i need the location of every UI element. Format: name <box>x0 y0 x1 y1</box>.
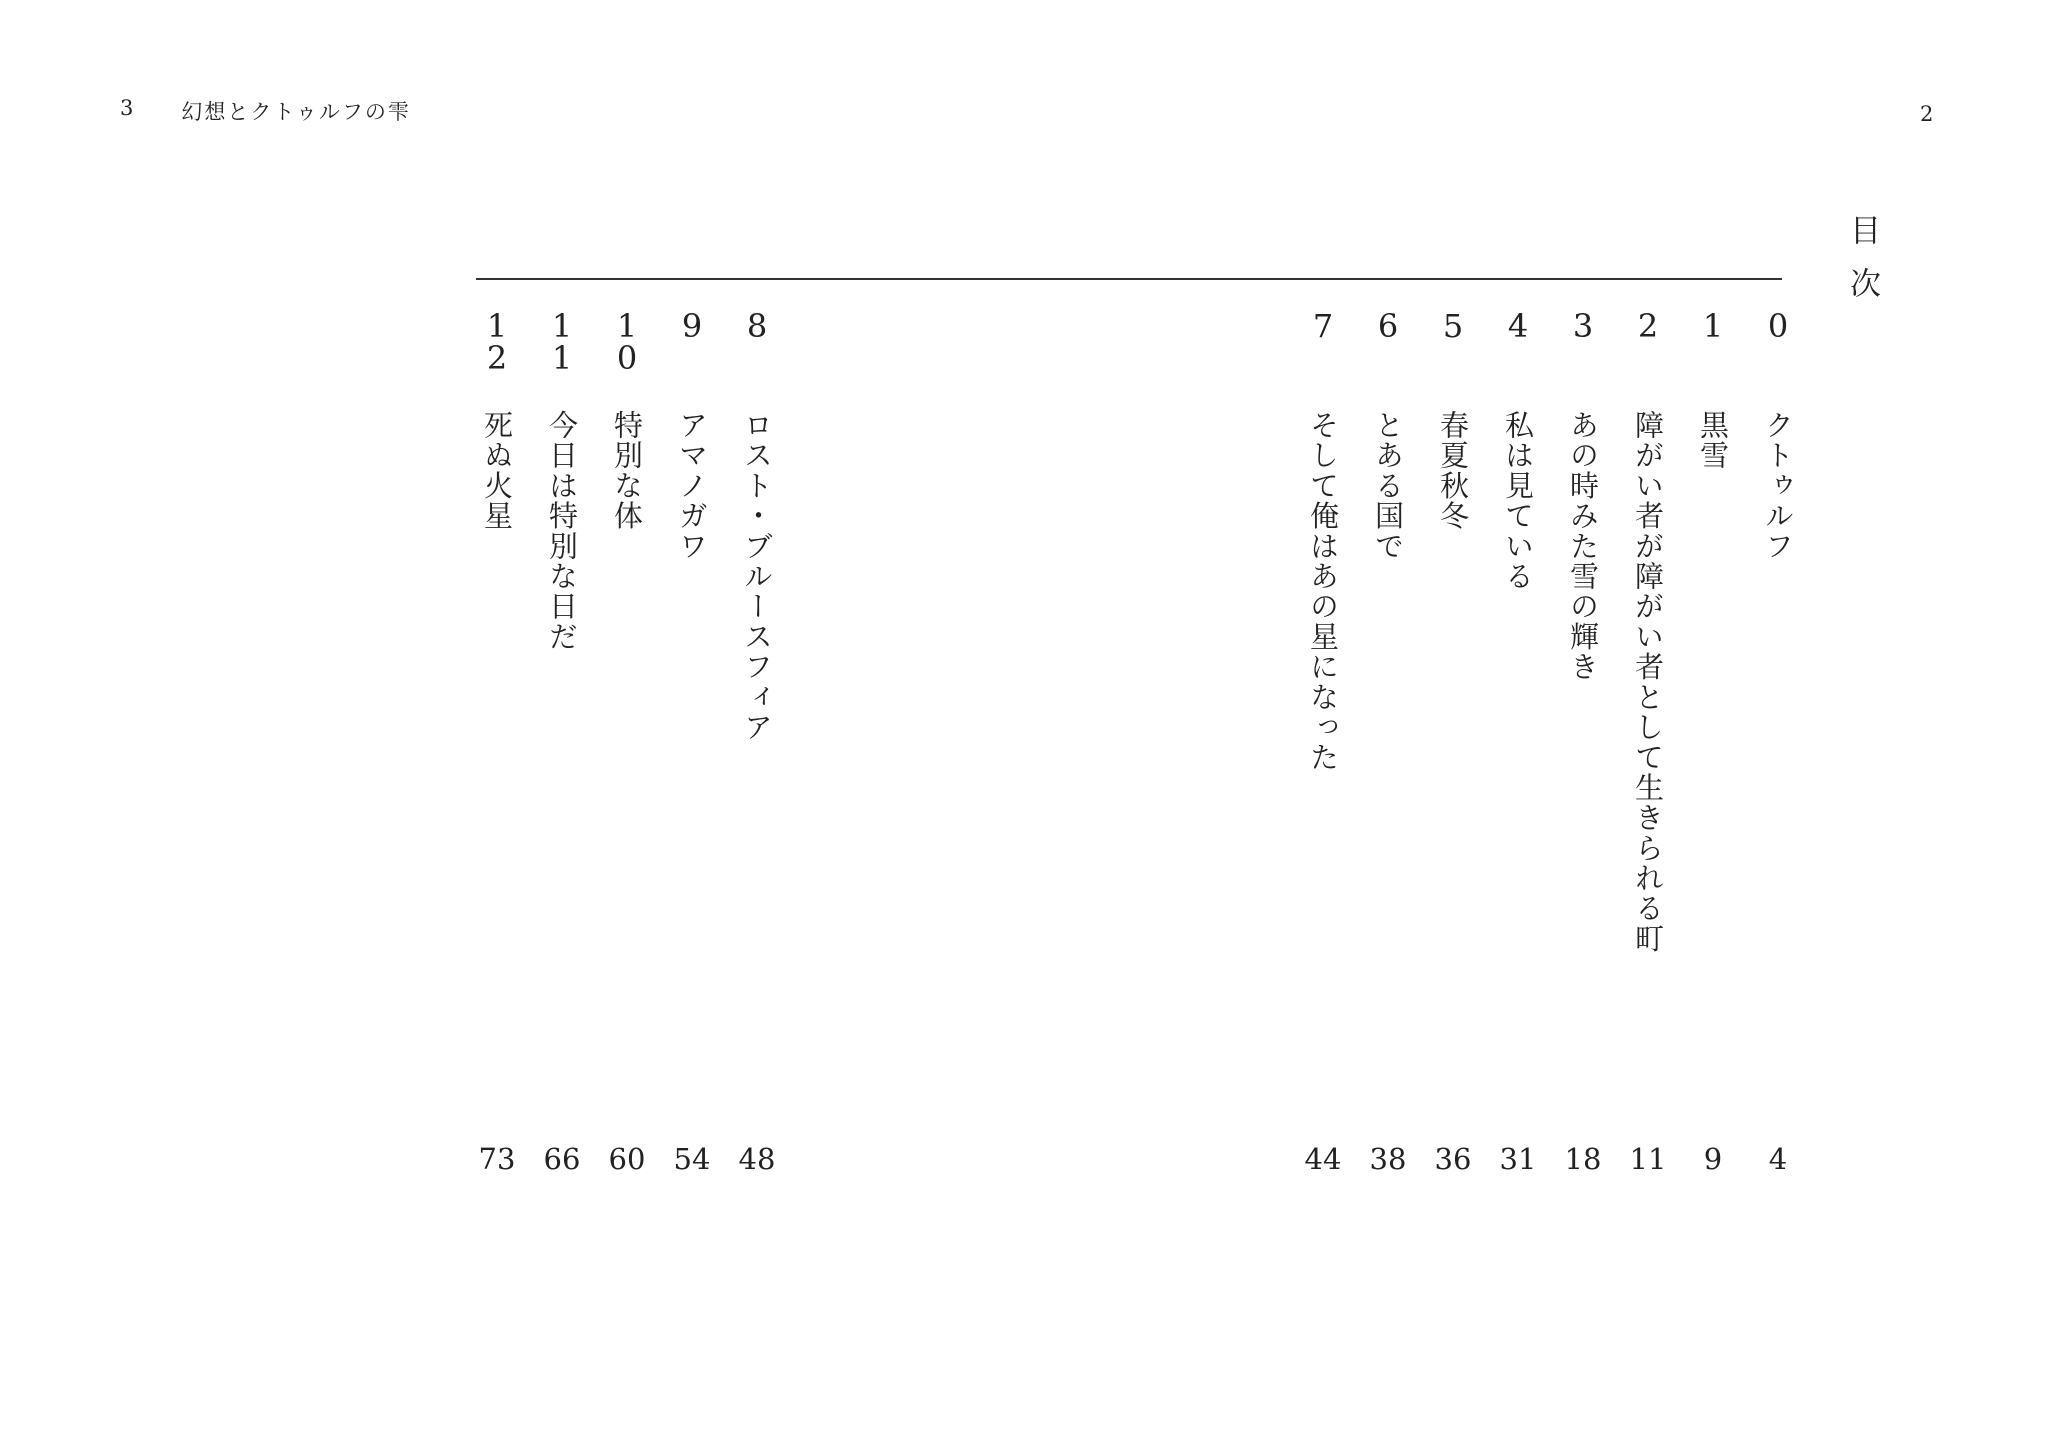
toc-entry-page: 9 <box>1703 1142 1723 1176</box>
toc-entry-page: 18 <box>1564 1142 1602 1176</box>
toc-entry-number-digit: 1 <box>551 339 573 377</box>
toc-entry-number <box>1429 307 1477 345</box>
toc-entry-number <box>1299 307 1347 345</box>
toc-entry-title: とある国で <box>1371 410 1405 561</box>
toc-entry-page: 66 <box>543 1142 581 1176</box>
toc-entry-number <box>1689 307 1737 345</box>
toc-entry-title: アマノガワ <box>675 410 709 561</box>
toc-entry-number-digit: 0 <box>616 339 638 377</box>
toc-entry[interactable] <box>1624 300 1672 1200</box>
toc-entry-number-digit: 1 <box>1702 307 1724 345</box>
toc-entry[interactable] <box>473 300 521 1200</box>
toc-entry[interactable] <box>1754 300 1802 1200</box>
toc-entry-title: 特別な体 <box>610 410 644 531</box>
toc-entry-page: 31 <box>1499 1142 1537 1176</box>
toc-entry-number-digit: 0 <box>1767 307 1789 345</box>
toc-entry-title: そして俺はあの星になった <box>1306 410 1340 773</box>
toc-entry-number-digit: 5 <box>1442 307 1464 345</box>
toc-entry[interactable] <box>733 300 781 1200</box>
toc-entry-number <box>1494 307 1542 345</box>
toc-entry-number-digit: 6 <box>1377 307 1399 345</box>
toc-entry[interactable] <box>668 300 716 1200</box>
toc-entry-number-digit: 1 <box>616 307 638 345</box>
toc-entry-number <box>1624 307 1672 345</box>
toc-entry-number <box>1364 307 1412 345</box>
right-page-number: 2 <box>1920 102 1934 126</box>
toc-entry-number <box>1559 307 1607 345</box>
toc-entry-number-digit: 1 <box>486 307 508 345</box>
toc-entry-page: 38 <box>1369 1142 1407 1176</box>
toc-entry[interactable] <box>1364 300 1412 1200</box>
toc-entry-number-digit: 1 <box>551 307 573 345</box>
toc-entry-number <box>603 307 651 377</box>
toc-entry[interactable] <box>603 300 651 1200</box>
toc-entry-title: ロスト・ブルースフィア <box>740 410 774 743</box>
toc-entry-title: 黒雪 <box>1696 410 1730 471</box>
toc-entry-page: 4 <box>1768 1142 1788 1176</box>
toc-entry-page: 36 <box>1434 1142 1472 1176</box>
toc-entry-number <box>1754 307 1802 345</box>
toc-entry-page: 60 <box>608 1142 646 1176</box>
running-title: 幻想とクトゥルフの雫 <box>181 100 411 124</box>
toc-entry-title: あの時みた雪の輝き <box>1566 410 1600 682</box>
toc-entry-title: 死ぬ火星 <box>480 410 514 531</box>
toc-entry[interactable] <box>538 300 586 1200</box>
toc-entry-title: クトゥルフ <box>1761 410 1795 561</box>
toc-entry-number <box>733 307 781 345</box>
toc-entry-number-digit: 2 <box>1637 307 1659 345</box>
toc-entry-number <box>473 307 521 377</box>
toc-entry-title: 障がい者が障がい者として生きられる町 <box>1631 410 1665 954</box>
toc-entry[interactable] <box>1429 300 1477 1200</box>
toc-entry-number-digit: 3 <box>1572 307 1594 345</box>
toc-entry-number-digit: 9 <box>681 307 703 345</box>
toc-entry-page: 73 <box>478 1142 516 1176</box>
toc-entry[interactable] <box>1299 300 1347 1200</box>
toc-entry-page: 54 <box>673 1142 711 1176</box>
running-header <box>120 96 411 126</box>
left-page-number: 3 <box>120 96 136 120</box>
toc-entry-number <box>538 307 586 377</box>
toc-entry[interactable] <box>1494 300 1542 1200</box>
toc-entry-number-digit: 8 <box>746 307 768 345</box>
toc-entry-number-digit: 4 <box>1507 307 1529 345</box>
toc-entry-page: 48 <box>738 1142 776 1176</box>
toc-entry-title: 私は見ている <box>1501 410 1535 592</box>
toc-entry[interactable] <box>1689 300 1737 1200</box>
toc-entry[interactable] <box>1559 300 1607 1200</box>
toc-entry-title: 今日は特別な日だ <box>545 410 579 652</box>
toc-heading: 目次 <box>1844 214 1880 320</box>
toc-entry-number-digit: 7 <box>1312 307 1334 345</box>
toc-entry-title: 春夏秋冬 <box>1436 410 1470 531</box>
toc-entry-number <box>668 307 716 345</box>
toc-entry-number-digit: 2 <box>486 339 508 377</box>
divider-line <box>476 278 1782 280</box>
toc-entry-page: 11 <box>1629 1142 1667 1176</box>
toc-entry-page: 44 <box>1304 1142 1342 1176</box>
